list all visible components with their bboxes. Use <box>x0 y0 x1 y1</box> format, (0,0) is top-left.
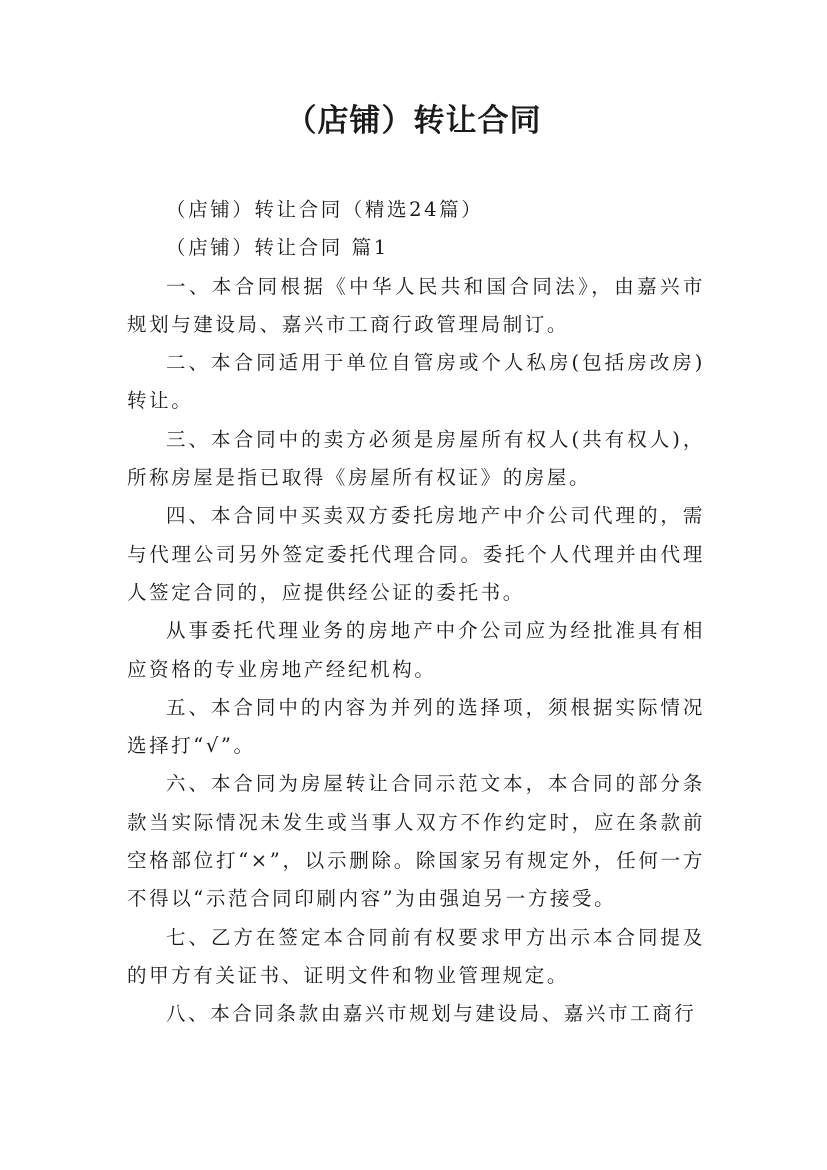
document-title: （店铺）转让合同 <box>285 103 542 139</box>
document-body <box>127 191 705 1034</box>
paragraph-clause-4-note: 从事委托代理业务的房地产中介公司应为经批准具有相应资格的专业房地产经纪机构。 <box>127 619 705 681</box>
paragraph-clause-4: 四、本合同中买卖双方委托房地产中介公司代理的，需与代理公司另外签定委托代理合同。委托个人代理并由代理人签定合同的，应提供经公证的委托书。 <box>127 504 705 604</box>
paragraph-clause-7: 七、乙方在签定本合同前有权要求甲方出示本合同提及的甲方有关证书、证明文件和物业管理规定。 <box>127 925 705 987</box>
paragraph-section-heading: （店铺）转让合同 篇1 <box>166 236 389 260</box>
paragraph-clause-3: 三、本合同中的卖方必须是房屋所有权人(共有权人)，所称房屋是指已取得《房屋所有权证》的房屋。 <box>127 427 705 490</box>
paragraph-clause-5: 五、本合同中的内容为并列的选择项，须根据实际情况选择打“√”。 <box>127 695 705 758</box>
paragraph-clause-2: 二、本合同适用于单位自管房或个人私房(包括房改房)转让。 <box>127 351 705 413</box>
paragraph-clause-6: 六、本合同为房屋转让合同示范文本，本合同的部分条款当实际情况未发生或当事人双方不作约定时，应在条款前空格部位打“×”，以示删除。除国家另有规定外，任何一方不得以“示范合同印刷内容”为由强迫另一方接受。 <box>127 772 705 911</box>
paragraph-clause-1: 一、本合同根据《中华人民共和国合同法》，由嘉兴市规划与建设局、嘉兴市工商行政管理局制订。 <box>127 274 705 336</box>
paragraph-subtitle: （店铺）转让合同（精选24篇） <box>166 198 484 221</box>
paragraph-clause-8: 八、本合同条款由嘉兴市规划与建设局、嘉兴市工商行 <box>166 1002 697 1026</box>
